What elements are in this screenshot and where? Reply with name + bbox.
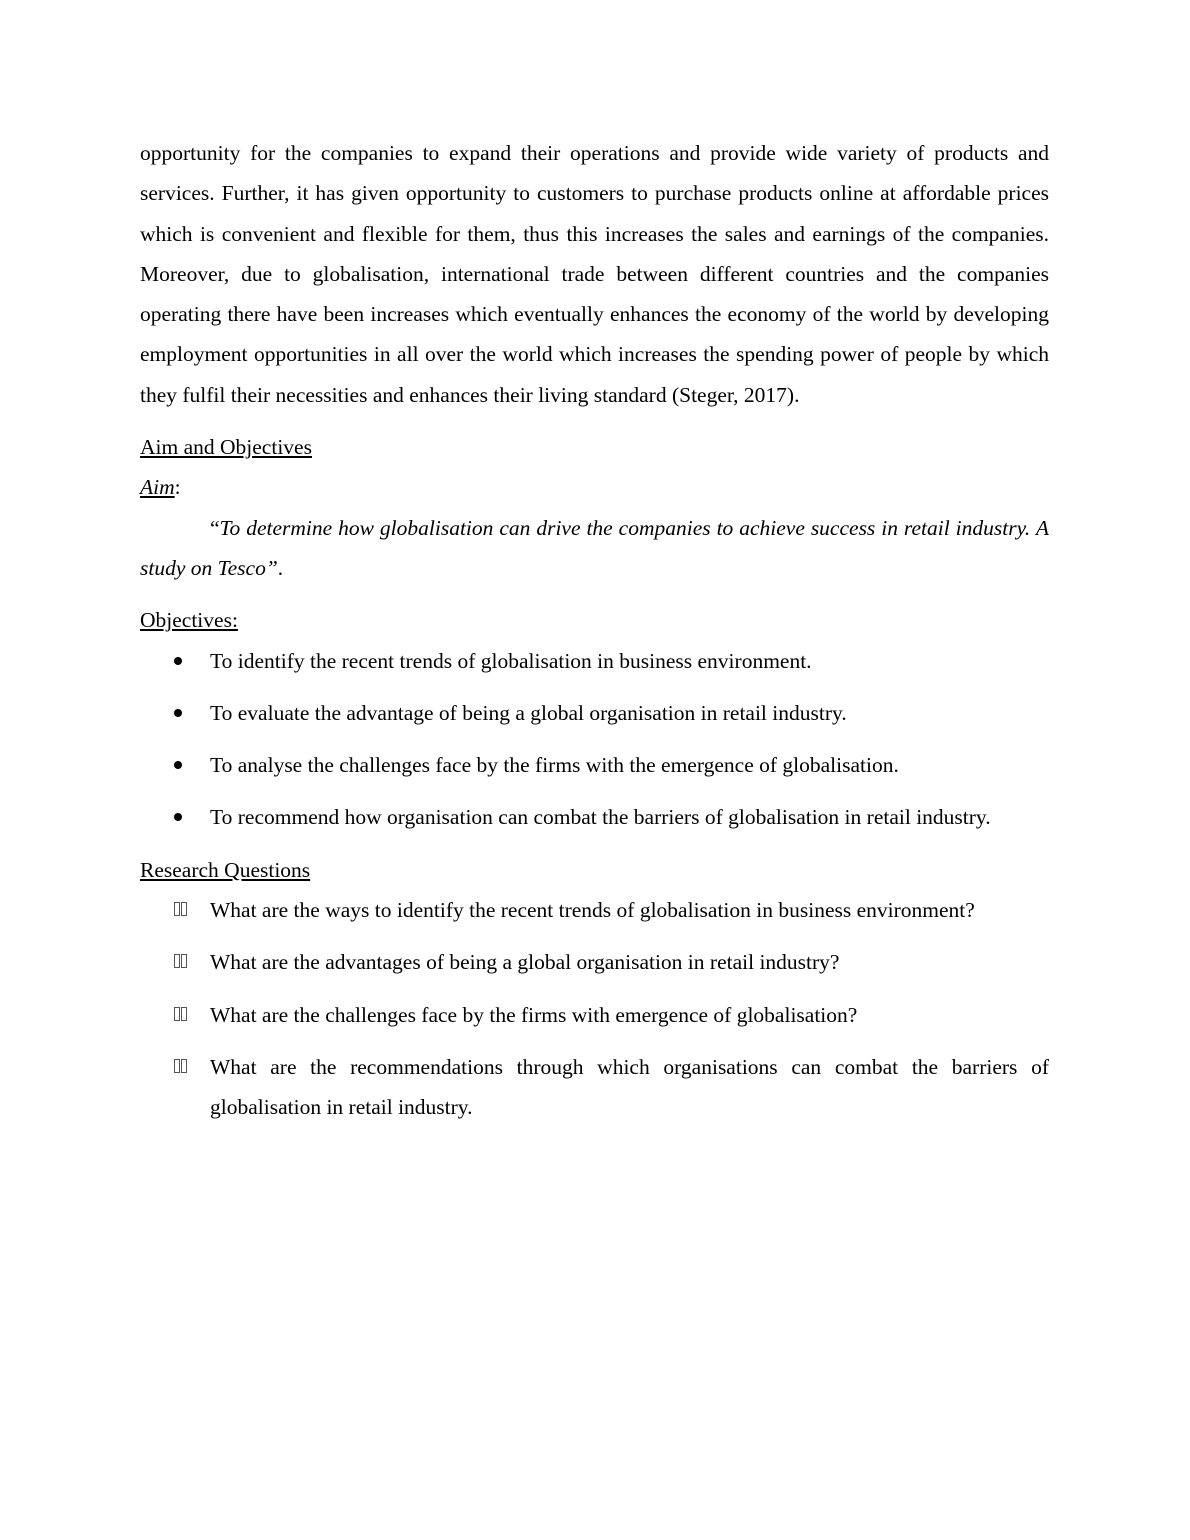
objective-text: To analyse the challenges face by the firms with the emergence of globalisation.	[210, 753, 899, 778]
objective-text: To recommend how organisation can combat the barriers of globalisation in retail industry.	[210, 805, 991, 830]
bullet-icon	[174, 657, 182, 665]
objective-text: To evaluate the advantage of being a global organisation in retail industry.	[210, 700, 847, 725]
missing-glyph-bullet-icon	[174, 1007, 190, 1023]
intro-paragraph: opportunity for the companies to expand their operations and provide wide variety of products and services. Further, it has given opportunity to customers to purchase products online at affordable prices which is convenient and flexible for them, thus this increases the sales and earnings of the companies. Moreover, due to globalisation, international trade between different countries and the companies operating there have been increases which eventually enhances the economy of the world by developing employment opportunities in all over the world which increases the spending power of people by which they fulfil their necessities and enhances their living standard (Steger, 2017).	[140, 141, 1049, 407]
aim-statement-text: To determine how globalisation can drive the companies to achieve success in retail industry. A study on Tesco”	[140, 515, 1049, 580]
aim-label-line	[140, 467, 1049, 507]
aim-objectives-heading: Aim and Objectives	[140, 435, 312, 460]
bullet-icon	[174, 813, 182, 821]
aim-open-quote: “	[210, 515, 220, 540]
objective-item	[140, 745, 1049, 785]
research-question-item	[140, 1047, 1049, 1128]
research-question-text: What are the recommendations through which organisations can combat the barriers of globalisation in retail industry.	[210, 1054, 1049, 1120]
objective-item	[140, 641, 1049, 681]
objective-text: To identify the recent trends of globalisation in business environment.	[210, 648, 812, 673]
research-question-text: What are the challenges face by the firms with emergence of globalisation?	[210, 1002, 858, 1027]
research-question-item	[140, 942, 1049, 982]
objectives-heading: Objectives:	[140, 608, 238, 633]
missing-glyph-bullet-icon	[174, 902, 190, 918]
missing-glyph-bullet-icon	[174, 1059, 190, 1075]
aim-label-colon: :	[174, 475, 181, 500]
research-question-item	[140, 995, 1049, 1035]
aim-statement	[140, 508, 1049, 589]
document-page	[140, 133, 1049, 1128]
missing-glyph-bullet-icon	[174, 954, 190, 970]
research-question-item	[140, 890, 1049, 930]
research-questions-heading: Research Questions	[140, 857, 311, 882]
research-question-text: What are the ways to identify the recent trends of globalisation in business environment?	[210, 898, 975, 923]
aim-statement-period: .	[277, 555, 284, 580]
bullet-icon	[174, 761, 182, 769]
research-question-text: What are the advantages of being a global organisation in retail industry?	[210, 950, 840, 975]
aim-label: Aim	[140, 475, 175, 500]
objective-item	[140, 797, 1049, 837]
research-questions-list	[140, 890, 1049, 1127]
bullet-icon	[174, 709, 182, 717]
objectives-list	[140, 641, 1049, 838]
objective-item	[140, 693, 1049, 733]
